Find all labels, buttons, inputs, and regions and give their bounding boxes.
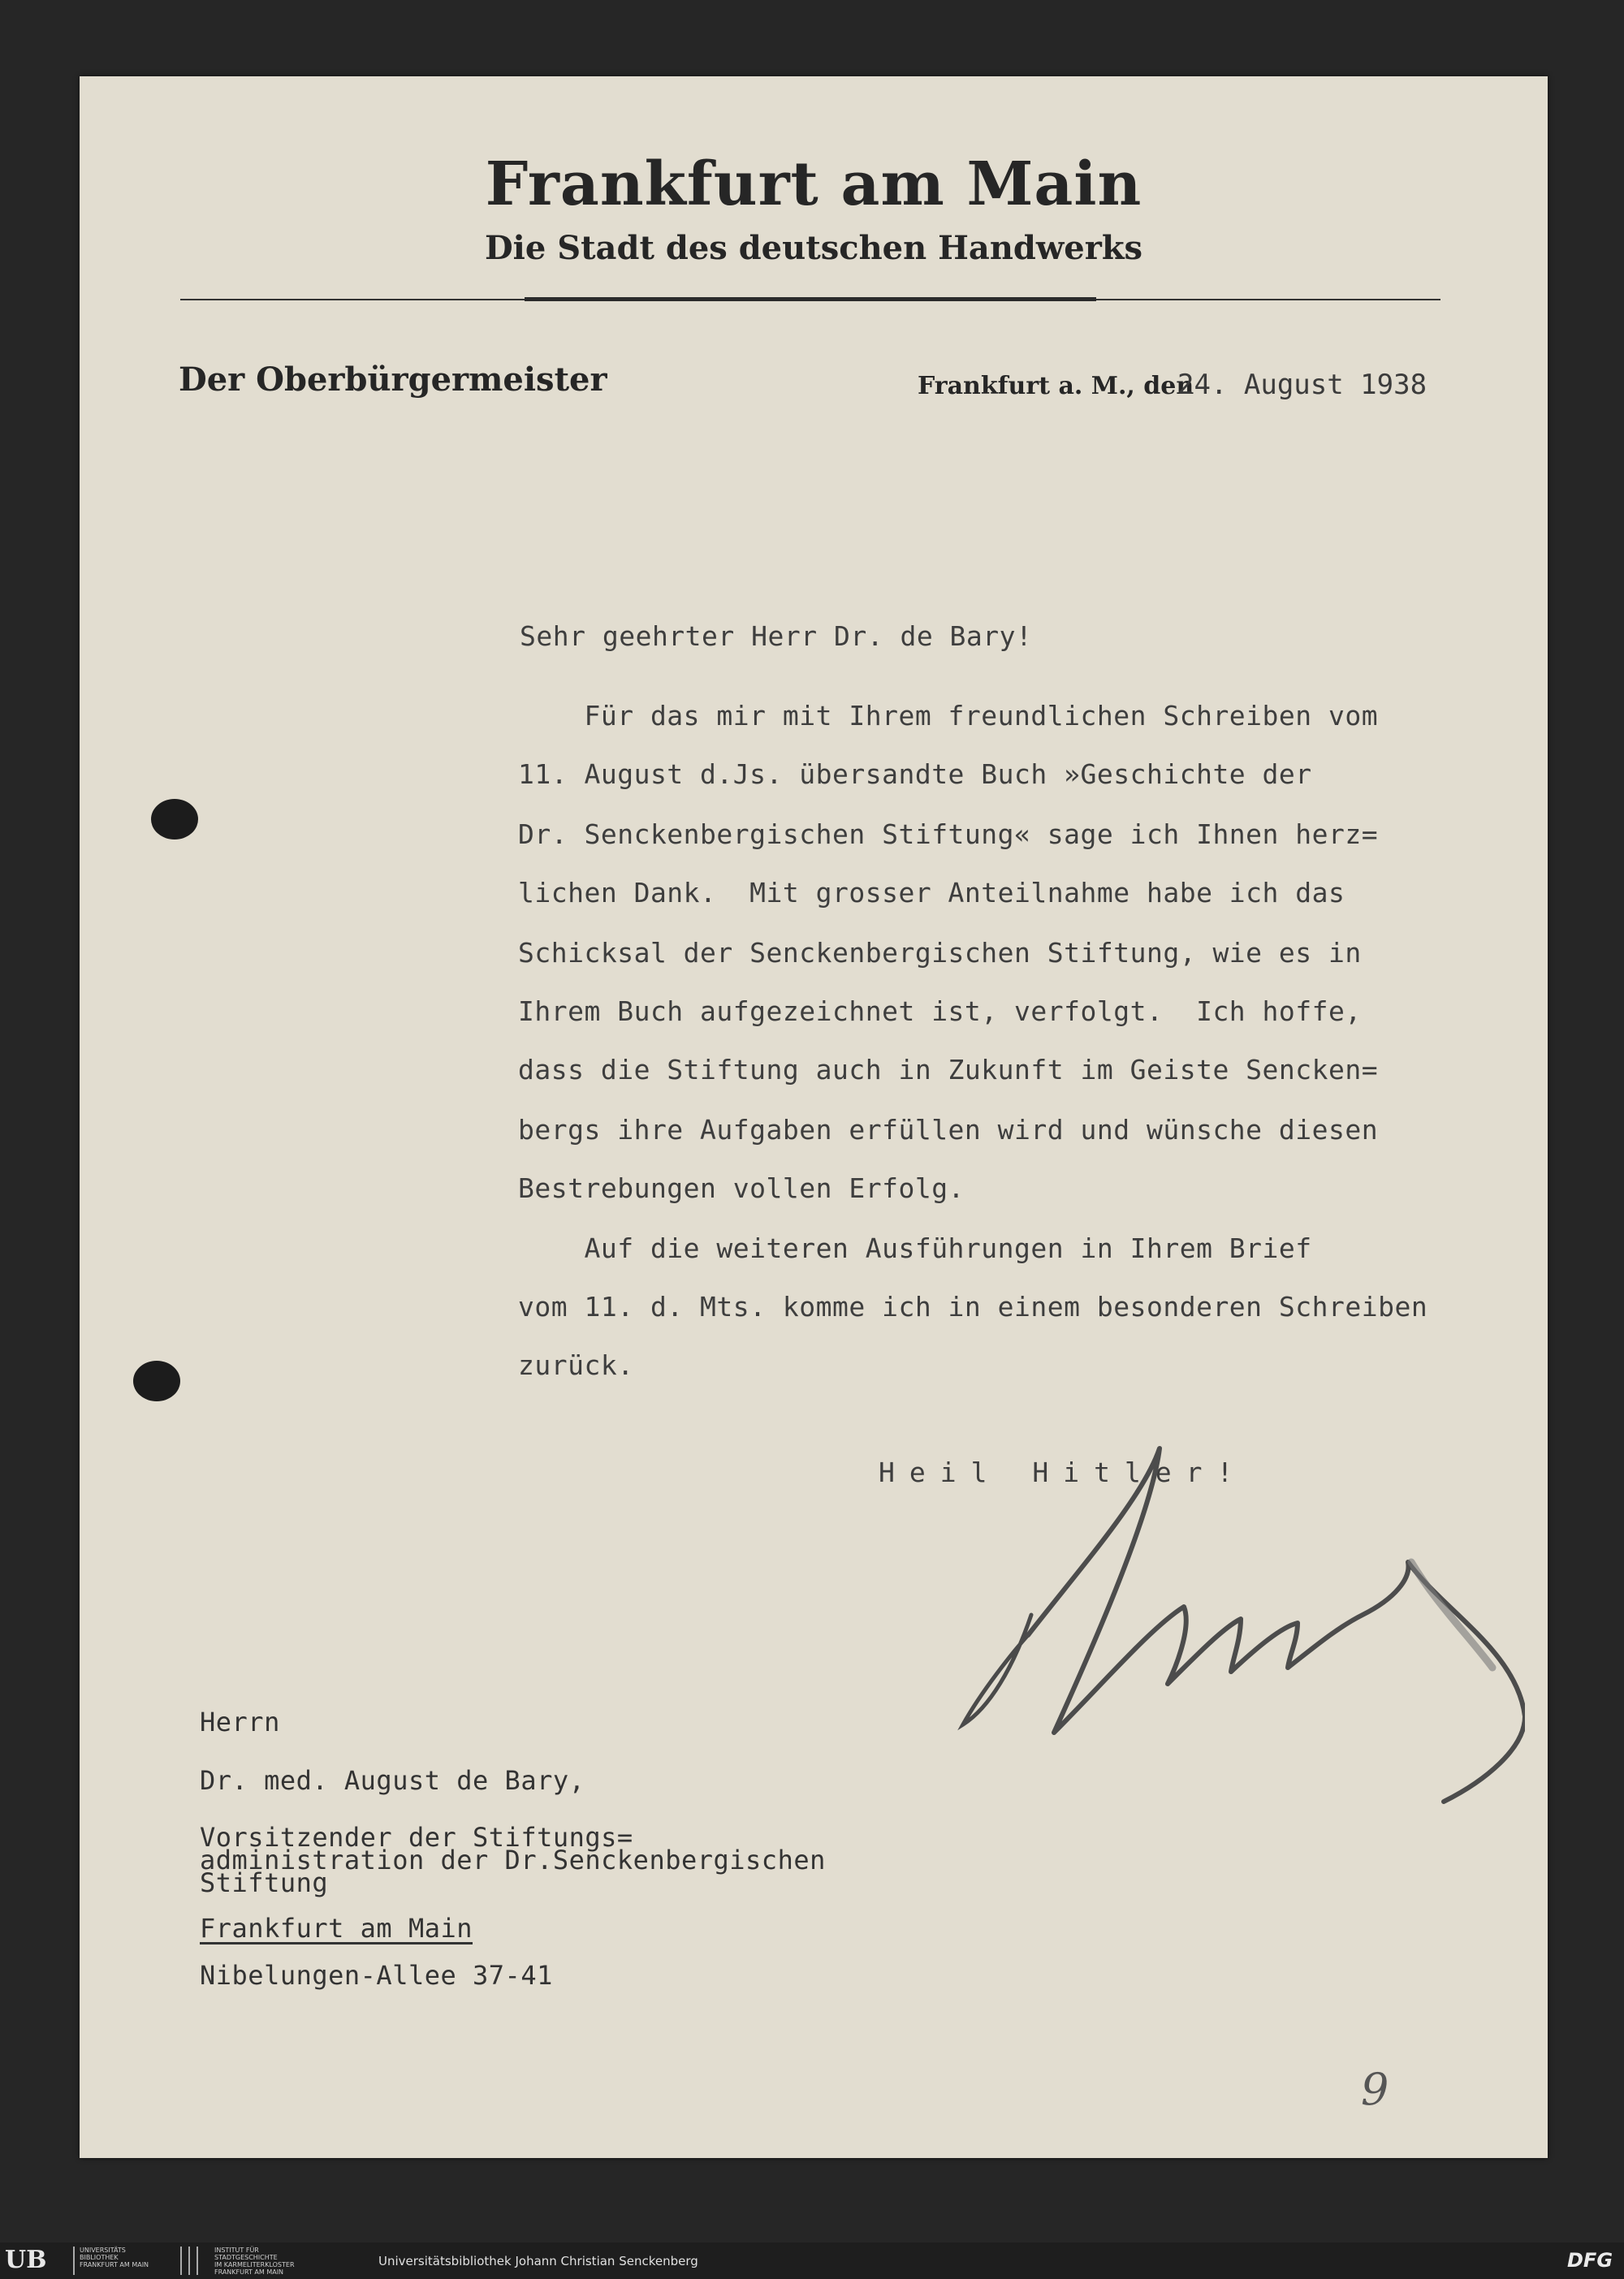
page-number: 9	[1361, 2064, 1389, 2115]
library-name: Universitätsbibliothek Johann Christian Senckenberg	[378, 2254, 698, 2268]
body-line: Ihrem Buch aufgezeichnet ist, verfolgt. Ich hoffe,	[518, 995, 1362, 1027]
body-line: bergs ihre Aufgaben erfüllen wird und wünsche diesen	[518, 1114, 1379, 1146]
body-line: Bestrebungen vollen Erfolg.	[518, 1172, 965, 1204]
body-line: Dr. Senckenbergischen Stiftung« sage ich Ihnen herz=	[518, 818, 1379, 850]
letterhead-subtitle: Die Stadt des deutschen Handwerks	[484, 229, 1143, 267]
address-title-line: Vorsitzender der Stiftungs=	[200, 1822, 633, 1853]
ub-logo: UB	[5, 2246, 47, 2274]
letter-closing: Heil Hitler!	[879, 1457, 1248, 1488]
body-line: vom 11. d. Mts. komme ich in einem besonderen Schreiben	[518, 1291, 1428, 1323]
footer-bar	[0, 2242, 1624, 2279]
body-line: zurück.	[518, 1349, 634, 1381]
address-title-line: Stiftung	[200, 1867, 329, 1898]
dfg-logo: DFG	[1567, 2249, 1613, 2272]
address-name: Dr. med. August de Bary,	[200, 1765, 585, 1796]
ub-text: UNIVERSITÄTS BIBLIOTHEK FRANKFURT AM MAIN	[80, 2247, 149, 2268]
body-line: 11. August d.Js. übersandte Buch »Geschichte der	[518, 758, 1312, 790]
signature	[957, 1440, 1525, 1814]
body-line: Auf die weiteren Ausführungen in Ihrem Brief	[518, 1232, 1312, 1264]
place-label: Frankfurt a. M., den	[918, 372, 1194, 400]
letterhead-rule-accent	[525, 297, 1096, 301]
institute-logo-mark	[188, 2247, 190, 2275]
body-line: lichen Dank. Mit grosser Anteilnahme habe ich das	[518, 877, 1345, 909]
letterhead-title: Frankfurt am Main	[485, 149, 1142, 219]
institute-logo-mark	[180, 2247, 182, 2275]
letter-date: 24. August 1938	[1177, 369, 1427, 401]
address-salutation: Herrn	[200, 1707, 280, 1737]
sender-title: Der Oberbürgermeister	[179, 360, 607, 399]
address-city: Frankfurt am Main	[200, 1913, 473, 1944]
letter-salutation: Sehr geehrter Herr Dr. de Bary!	[520, 620, 1033, 652]
body-line: dass die Stiftung auch in Zukunft im Geiste Sencken=	[518, 1054, 1379, 1086]
footer-divider	[73, 2247, 75, 2275]
institute-logo-mark	[197, 2247, 198, 2275]
institute-text: INSTITUT FÜR STADTGESCHICHTE IM KARMELITERKLOSTER FRANKFURT AM MAIN	[214, 2247, 295, 2276]
punch-hole	[151, 799, 198, 840]
body-line: Für das mir mit Ihrem freundlichen Schreiben vom	[518, 700, 1379, 732]
body-line: Schicksal der Senckenbergischen Stiftung, wie es in	[518, 937, 1362, 969]
address-street: Nibelungen-Allee 37-41	[200, 1960, 553, 1991]
letter-sheet	[80, 76, 1548, 2158]
address-title-line: administration der Dr.Senckenbergischen	[200, 1845, 826, 1875]
punch-hole	[133, 1361, 180, 1401]
